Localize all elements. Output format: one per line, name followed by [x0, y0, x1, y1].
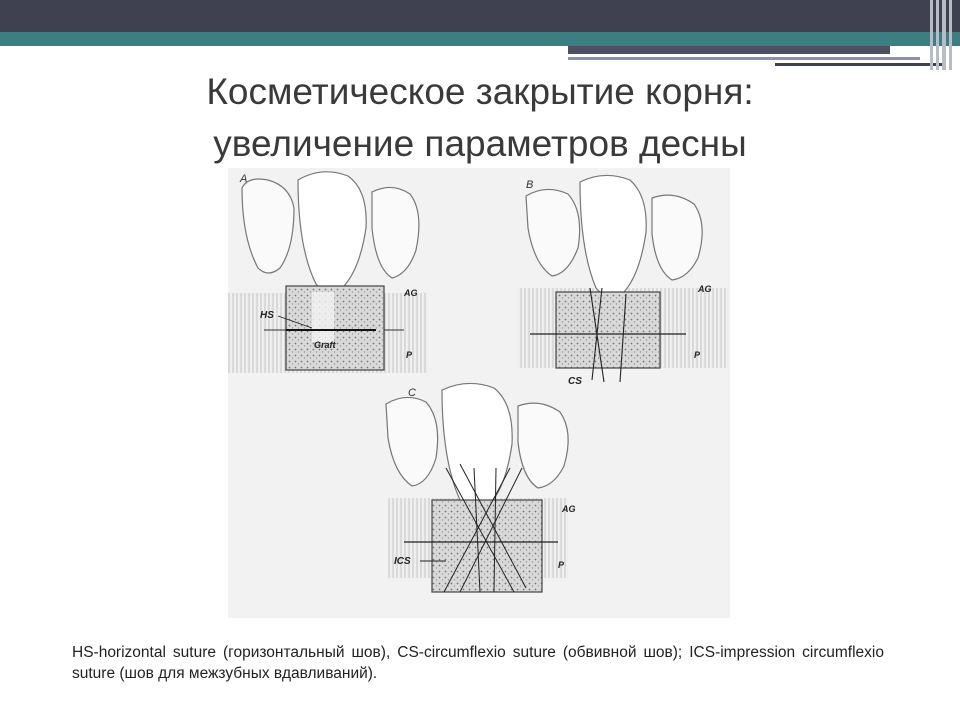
panel-c-ag-label: AG — [562, 504, 576, 514]
slide-title — [120, 66, 840, 170]
panel-a-p-label: P — [406, 350, 413, 360]
header-accent-line-thin — [568, 57, 920, 60]
panel-b-p-label: P — [694, 350, 701, 360]
panel-c-ics-label: ICS — [394, 556, 411, 567]
header-teal-band — [0, 32, 960, 46]
dental-illustration — [228, 168, 730, 618]
panel-c-p-label: P — [558, 560, 565, 570]
slide-title-line2: увеличение параметров десны — [213, 123, 747, 164]
slide-title-line1: Косметическое закрытие корня: — [206, 71, 754, 112]
header-right-stripes — [928, 0, 960, 70]
panel-b-letter: B — [526, 179, 534, 191]
panel-b-ag-label: AG — [698, 284, 712, 294]
figure-caption: HS-horizontal suture (горизонтальный шов), CS-circumflexio suture (обвивной шов); ICS-impression circumflexio suture (шов для межзубных вдавливаний). — [72, 644, 884, 682]
panel-c-letter: C — [408, 387, 416, 399]
panel-b-cs-label: CS — [568, 376, 582, 387]
panel-a-letter: A — [240, 173, 248, 185]
panel-a-graft-label: Graft — [314, 340, 336, 350]
header-accent-line — [568, 46, 890, 54]
panel-a-ag-label: AG — [404, 288, 418, 298]
panel-a-hs-label: HS — [260, 310, 274, 321]
header-dark-bar — [0, 0, 960, 32]
